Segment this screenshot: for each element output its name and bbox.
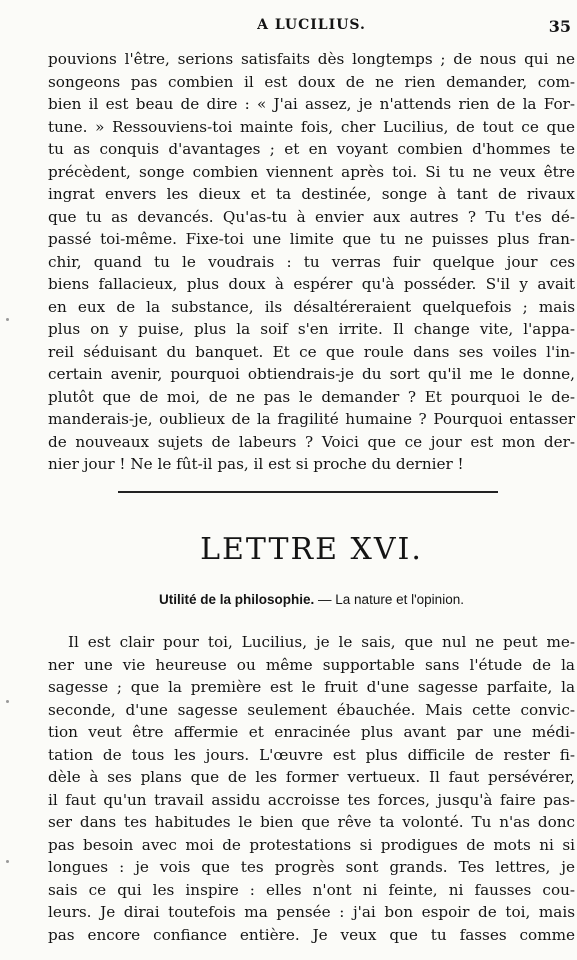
text-line: tu as conquis d'avantages ; et en voyant combien d'hommes te xyxy=(48,140,575,158)
text-line: tation de tous les jours. L'œuvre est plus difficile de rester fi- xyxy=(48,745,575,764)
text-line: songeons pas combien il est doux de ne rien demander, com- xyxy=(48,72,575,91)
text-line: passé toi-même. Fixe-toi une limite que tu ne puisses plus fran- xyxy=(48,230,575,248)
text-line: tion veut être affermie et enracinée plus avant par une médi- xyxy=(48,723,575,741)
text-line: dèle à ses plans que de les former vertueux. Il faut persévérer, xyxy=(48,768,575,786)
text-line: pouvions l'être, serions satisfaits dès longtemps ; de nous qui ne xyxy=(48,50,575,68)
margin-speck xyxy=(6,700,9,703)
text-line: nier jour ! Ne le fût-il pas, il est si proche du dernier ! xyxy=(48,455,464,473)
running-head xyxy=(48,17,575,39)
running-head-title: A LUCILIUS. xyxy=(257,17,366,33)
text-line: sagesse ; que la première est le fruit d'une sagesse parfaite, la xyxy=(48,678,575,696)
subtitle-bold: Utilité de la philosophie. xyxy=(159,592,315,607)
text-line: pas besoin avec moi de protestations si prodigues de mots ni si xyxy=(48,835,575,854)
text-line: Il est clair pour toi, Lucilius, je le sais, que nul ne peut me- xyxy=(68,633,575,651)
text-line: de nouveaux sujets de labeurs ? Voici que ce jour est mon der- xyxy=(48,432,575,451)
margin-speck xyxy=(6,318,9,321)
text-line: que tu as devancés. Qu'as-tu à envier aux autres ? Tu t'es dé- xyxy=(48,207,575,226)
text-line: leurs. Je dirai toutefois ma pensée : j'ai bon espoir de toi, mais xyxy=(48,903,575,921)
page-number: 35 xyxy=(548,17,571,36)
text-line: sais ce qui les inspire : elles n'ont ni feinte, ni fausses cou- xyxy=(48,880,575,899)
section-divider xyxy=(118,491,498,493)
text-line: certain avenir, pourquoi obtiendrais-je du sort qu'il me le donne, xyxy=(48,365,575,383)
text-line: ser dans tes habitudes le bien que rêve ta volonté. Tu n'as donc xyxy=(48,813,575,831)
text-line: biens fallacieux, plus doux à espérer qu'à posséder. S'il y avait xyxy=(48,275,575,293)
text-line: pas encore confiance entière. Je veux que tu fasses comme xyxy=(48,925,575,944)
text-line: plutôt que de moi, de ne pas le demander ? Et pourquoi le de- xyxy=(48,387,575,406)
text-line: en eux de la substance, ils désaltéreraient quelquefois ; mais xyxy=(48,297,575,316)
text-line: bien il est beau de dire : « J'ai assez, je n'attends rien de la For- xyxy=(48,95,575,113)
text-line: plus on y puise, plus la soif s'en irrite. Il change vite, l'appa- xyxy=(48,320,575,338)
text-line: ner une vie heureuse ou même supportable sans l'étude de la xyxy=(48,655,575,674)
text-line: précèdent, songe combien viennent après toi. Si tu ne veux être xyxy=(48,162,575,181)
text-line: il faut qu'un travail assidu accroisse tes forces, jusqu'à faire pas- xyxy=(48,790,575,809)
letter-body xyxy=(48,631,575,946)
letter-subtitle xyxy=(48,592,575,607)
text-line: manderais-je, oublieux de la fragilité humaine ? Pourquoi entasser xyxy=(48,410,575,428)
subtitle-rest: — La nature et l'opinion. xyxy=(314,592,464,607)
text-line: tune. » Ressouviens-toi mainte fois, cher Lucilius, de tout ce que xyxy=(48,117,575,136)
paragraph-continued xyxy=(48,48,575,476)
text-line: longues : je vois que tes progrès sont grands. Tes lettres, je xyxy=(48,858,575,876)
text-line: reil séduisant du banquet. Et ce que roule dans ses voiles l'in- xyxy=(48,342,575,361)
letter-title: LETTRE XVI. xyxy=(200,532,423,567)
text-line: chir, quand tu le voudrais : tu verras fuir quelque jour ces xyxy=(48,252,575,271)
text-line: ingrat envers les dieux et ta destinée, songe à tant de rivaux xyxy=(48,185,575,203)
margin-speck xyxy=(6,860,9,863)
text-line: seconde, d'une sagesse seulement ébauchée. Mais cette convic- xyxy=(48,700,575,719)
